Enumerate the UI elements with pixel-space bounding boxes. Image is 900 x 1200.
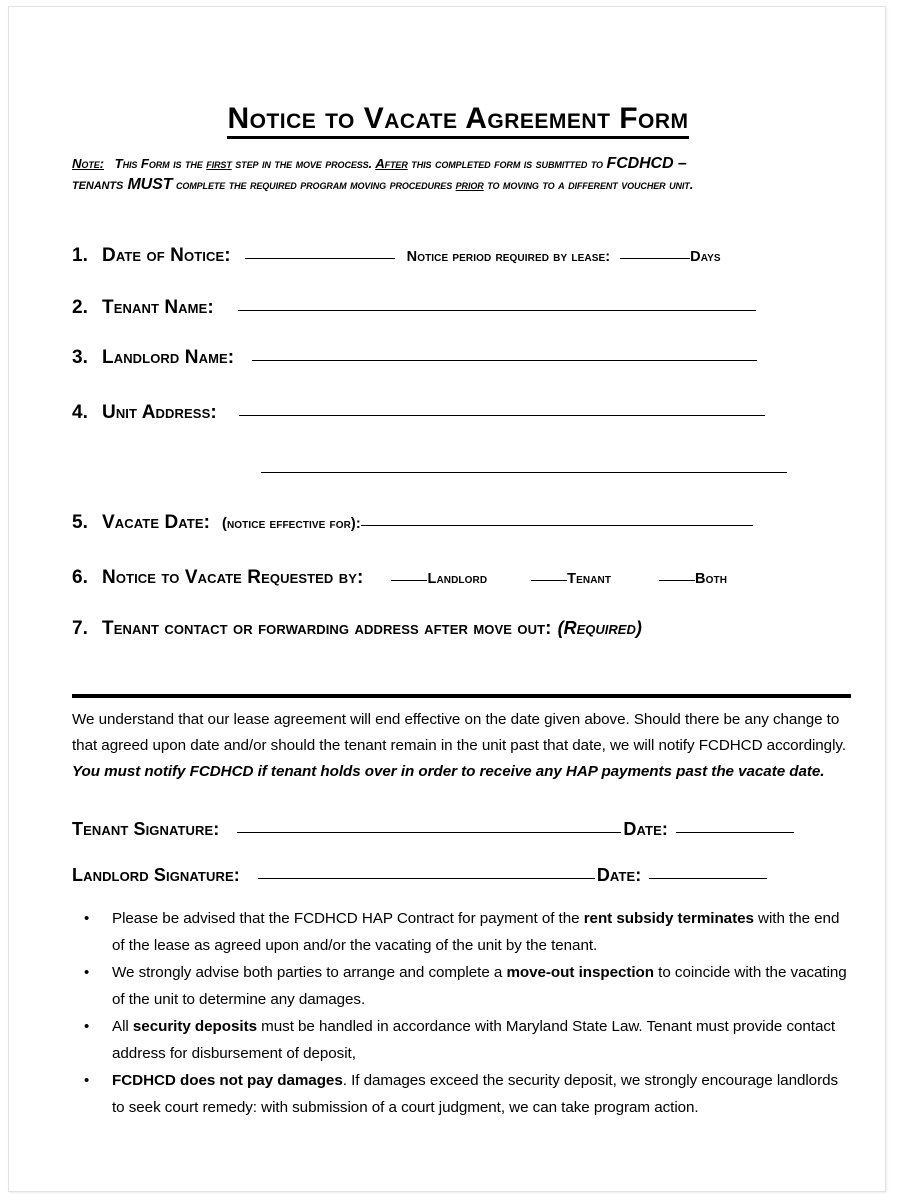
page-content [66, 7, 850, 1191]
note-emphasis-must: MUST [127, 176, 173, 193]
item-label-forwarding-address: Tenant contact or forwarding address after move out: [102, 618, 552, 639]
page-title-wrapper [66, 103, 850, 139]
bullet-2-emphasis: move-out inspection [506, 964, 655, 981]
requested-by-option-both: Both [695, 571, 728, 587]
requested-by-tenant-checkbox[interactable] [531, 580, 567, 581]
item-label-notice-period: Notice period required by lease: [406, 249, 611, 265]
item-label-unit-address: Unit Address: [102, 402, 217, 423]
note-spacer [108, 156, 115, 171]
tenant-name-input-line[interactable] [238, 310, 756, 311]
agreement-line-3-emphasis: You must notify FCDHCD if tenant holds over in order to receive any HAP payments past the vacate date. [72, 763, 825, 780]
note-emphasis-after: After [375, 156, 408, 171]
bullet-3-text-before: All [112, 1018, 133, 1035]
tenant-signature-label: Tenant Signature: [72, 819, 220, 839]
list-item [72, 905, 854, 959]
bullet-icon: • [84, 1072, 90, 1089]
note-emphasis-prior: prior [455, 177, 484, 192]
form-item-landlord-name [72, 347, 850, 369]
agreement-line-2: that agreed upon date and/or should the tenant remain in the unit past that date, we will notify FCDHCD accordingly. [72, 737, 846, 754]
form-item-vacate-date [72, 512, 850, 534]
note-line1-part-c: this completed form is submitted to [407, 156, 607, 171]
item-label-requested-by: Notice to Vacate Requested by: [102, 567, 364, 588]
form-item-forwarding-address [72, 618, 850, 640]
date-of-notice-input-line[interactable] [245, 258, 395, 259]
document-page [8, 6, 886, 1192]
bullet-1-text-before: Please be advised that the FCDHCD HAP Contract for payment of the [112, 910, 584, 927]
item-number-2: 2. [72, 297, 88, 318]
note-line1-part-b: step in the move process. [231, 156, 376, 171]
item-label-days: Days [690, 249, 721, 265]
item-label-tenant-name: Tenant Name: [102, 297, 214, 318]
landlord-signature-date-input-line[interactable] [649, 878, 767, 879]
item-number-5: 5. [72, 512, 88, 533]
tenant-signature-date-input-line[interactable] [676, 832, 794, 833]
signature-row-tenant [72, 819, 850, 840]
item-number-4: 4. [72, 402, 88, 423]
note-line1-dash: – [673, 155, 687, 172]
note-label: Note: [72, 156, 104, 171]
signature-row-landlord [72, 865, 850, 886]
item-label-notice-effective-for: (notice effective for): [222, 516, 361, 532]
bullet-3-emphasis: security deposits [132, 1018, 257, 1035]
item-label-required-note: (Required) [557, 618, 642, 638]
agreement-paragraph [72, 707, 852, 785]
tenant-signature-date-label: Date: [623, 819, 668, 839]
bullet-1-emphasis: rent subsidy terminates [583, 910, 754, 927]
note-emphasis-first: first [206, 156, 232, 171]
unit-address-input-line-2[interactable] [261, 472, 787, 473]
landlord-name-input-line[interactable] [252, 360, 757, 361]
agreement-line-1: We understand that our lease agreement will end effective on the date given above. Should there be any change to [72, 711, 840, 728]
landlord-signature-input-line[interactable] [258, 878, 595, 879]
form-item-unit-address [72, 402, 850, 424]
form-item-tenant-name [72, 297, 850, 319]
bullet-3-text-after: must be handled in accordance with Maryland State Law. Tenant must provide contact address for disbursement of deposit, [112, 1018, 836, 1062]
note-line2-part-c: to moving to a different voucher unit. [483, 177, 694, 192]
landlord-signature-date-label: Date: [596, 865, 642, 885]
list-item [72, 1013, 854, 1067]
form-item-requested-by [72, 567, 850, 589]
page-title: Notice to Vacate Agreement Form [227, 103, 688, 139]
landlord-signature-label: Landlord Signature: [72, 865, 240, 885]
bullet-4-text-after: . If damages exceed the security deposit, we strongly encourage landlords to seek court remedy: with submission of a court judgment, we can take program action. [112, 1072, 839, 1116]
unit-address-input-line-1[interactable] [239, 415, 765, 416]
item-number-6: 6. [72, 567, 88, 588]
requested-by-landlord-checkbox[interactable] [391, 580, 427, 581]
note-line2-part-a: tenants [72, 176, 128, 193]
requested-by-option-tenant: Tenant [567, 571, 612, 587]
vacate-date-input-line[interactable] [361, 525, 753, 526]
note-organization: FCDHCD [606, 155, 674, 172]
form-item-unit-address-continued [72, 462, 850, 480]
requested-by-both-checkbox[interactable] [659, 580, 695, 581]
note-line1-part-a: This Form is the [114, 156, 207, 171]
requested-by-option-landlord: Landlord [427, 571, 488, 587]
item-label-date-of-notice: Date of Notice: [102, 245, 231, 266]
note-line2-part-b: complete the required program moving procedures [172, 177, 456, 192]
list-item [72, 959, 854, 1013]
item-label-vacate-date: Vacate Date: [102, 512, 211, 533]
form-item-date-of-notice [72, 245, 850, 267]
bullet-2-text-before: We strongly advise both parties to arrange and complete a [112, 964, 507, 981]
note-paragraph [72, 153, 850, 195]
list-item [72, 1067, 854, 1121]
bullet-icon: • [84, 1018, 90, 1035]
section-divider [72, 694, 851, 698]
item-number-3: 3. [72, 347, 88, 368]
notice-period-input-line[interactable] [620, 258, 690, 259]
tenant-signature-input-line[interactable] [237, 832, 621, 833]
bullet-1-text-after: with the end of the lease as agreed upon and/or the vacating of the unit by the tenant. [112, 910, 840, 954]
bullet-icon: • [84, 964, 90, 981]
bullet-2-text-after: to coincide with the vacating of the unit to determine any damages. [112, 964, 847, 1008]
bullet-icon: • [84, 910, 90, 927]
item-number-7: 7. [72, 618, 88, 639]
item-label-landlord-name: Landlord Name: [102, 347, 235, 368]
item-number-1: 1. [72, 245, 88, 266]
bullet-4-emphasis: FCDHCD does not pay damages [112, 1072, 343, 1089]
notes-bullet-list [72, 905, 854, 1121]
